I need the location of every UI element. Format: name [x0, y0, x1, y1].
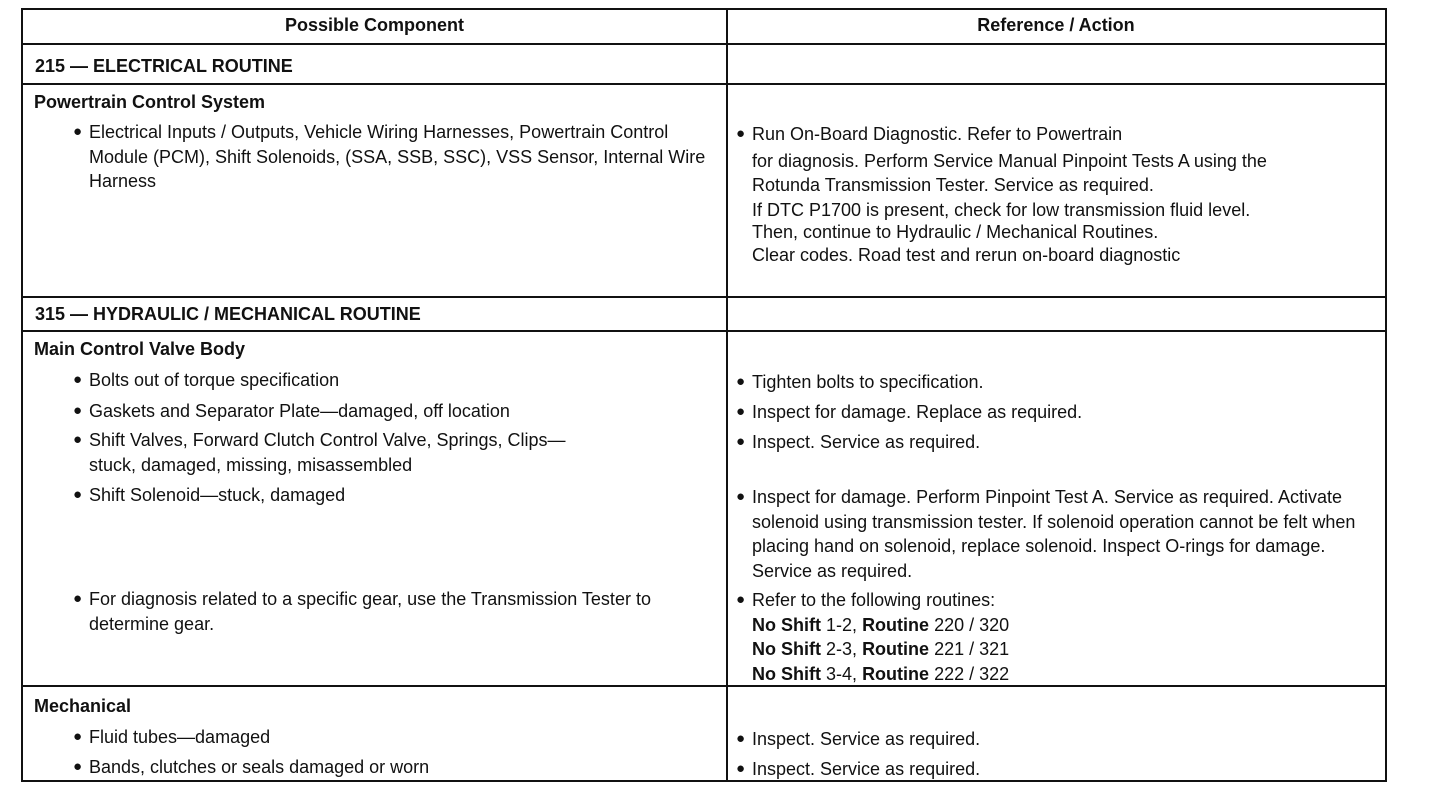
component-item: ● Shift Valves, Forward Clutch Control Valve, Springs, Clips—stuck, damaged, missing, misassembled: [73, 430, 566, 475]
bullet-icon: ●: [73, 402, 83, 419]
bullet-icon: ●: [736, 730, 746, 747]
bullet-icon: ●: [73, 371, 83, 388]
diagnostic-table: [21, 8, 1387, 782]
action-item: ● Inspect. Service as required.: [736, 430, 1376, 455]
bullet-icon: ●: [736, 403, 746, 420]
component-item: ● Gaskets and Separator Plate—damaged, off location: [73, 399, 713, 424]
electrical-action-item: ● Run On-Board Diagnostic. Refer to Powertrain for diagnosis. Perform Service Manual Pinpoint Tests A using the Rotunda Transmission Tester. Service as required. If DTC P1700 is present, check for low transmission fluid level. Then, continue to Hydraulic / Mechanical Routines. Clear codes. Road test and rerun on-board diagnostic: [736, 124, 1267, 265]
action-item: ● Inspect. Service as required.: [736, 727, 1376, 752]
bullet-icon: ●: [736, 488, 746, 505]
bullet-icon: ●: [73, 431, 83, 448]
component-item: ● Bands, clutches or seals damaged or worn: [73, 755, 713, 780]
bullet-icon: ●: [736, 373, 746, 390]
routine-ref: No Shift 3-4, Routine 222 / 322: [752, 663, 1010, 684]
bullet-icon: ●: [73, 728, 83, 745]
routine-315-title: 315 — HYDRAULIC / MECHANICAL ROUTINE: [35, 304, 421, 324]
component-item: ● Bolts out of torque specification: [73, 368, 713, 393]
routine-ref: No Shift 1-2, Routine 220 / 320: [752, 614, 1010, 635]
action-item: ● Inspect. Service as required.: [736, 757, 1376, 782]
bullet-icon: ●: [736, 125, 746, 142]
bullet-icon: ●: [736, 433, 746, 450]
bullet-icon: ●: [736, 760, 746, 777]
action-item: ● Tighten bolts to specification.: [736, 370, 1376, 395]
electrical-component-item: ● Electrical Inputs / Outputs, Vehicle Wiring Harnesses, Powertrain Control Module (PCM), Shift Solenoids, (SSA, SSB, SSC), VSS Sensor, Internal Wire Harness: [73, 122, 706, 191]
component-item: ● Fluid tubes—damaged: [73, 725, 713, 750]
component-item: ● For diagnosis related to a specific gear, use the Transmission Tester to determine gear.: [73, 589, 651, 634]
routine-215-title: 215 — ELECTRICAL ROUTINE: [35, 56, 293, 76]
bullet-icon: ●: [73, 590, 83, 607]
column-divider: [726, 10, 728, 780]
action-item: ● Inspect for damage. Replace as required.: [736, 400, 1376, 425]
row-divider: [23, 296, 1385, 298]
mechanical-heading: Mechanical: [34, 696, 132, 716]
powertrain-control-system-heading: Powertrain Control System: [34, 92, 266, 112]
row-divider: [23, 83, 1385, 85]
header-possible-component: Possible Component: [284, 15, 464, 35]
action-item: ● Inspect for damage. Perform Pinpoint Test A. Service as required. Activate solenoid using transmission tester. If solenoid operation cannot be felt when placing hand on solenoid, replace solenoid. Inspect O-rings for damage. Service as required.: [736, 487, 1356, 581]
main-control-valve-body-heading: Main Control Valve Body: [34, 339, 246, 359]
action-item: ● Refer to the following routines: No Shift 1-2, Routine 220 / 320 No Shift 2-3, Routine 221 / 321 No Shift 3-4, Routine 222 / 322: [736, 588, 1376, 686]
bullet-icon: ●: [73, 486, 83, 503]
row-divider: [23, 43, 1385, 45]
component-item: ● Shift Solenoid—stuck, damaged: [73, 483, 713, 508]
bullet-icon: ●: [73, 758, 83, 775]
bullet-icon: ●: [73, 123, 83, 140]
bullet-icon: ●: [736, 591, 746, 608]
header-reference-action: Reference / Action: [977, 15, 1135, 35]
routine-ref: No Shift 2-3, Routine 221 / 321: [752, 639, 1010, 659]
row-divider: [23, 330, 1385, 332]
